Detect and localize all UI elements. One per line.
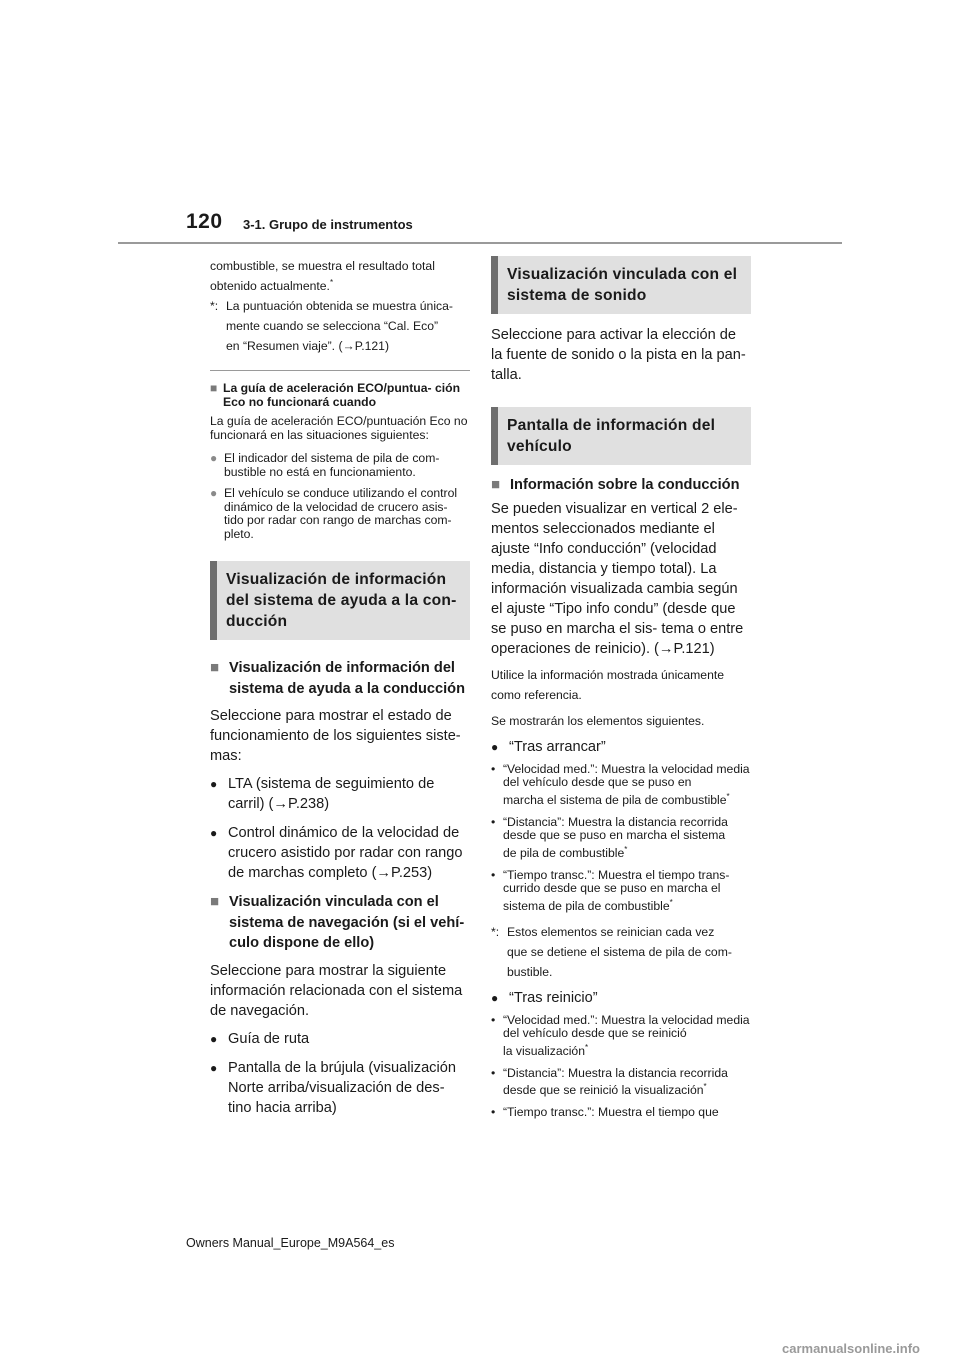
small-bullet-icon: • bbox=[491, 867, 496, 882]
small-bullet-icon: • bbox=[491, 1105, 496, 1119]
list-item bbox=[210, 1029, 470, 1049]
list-item-text: El indicador del sistema de pila de com- bustible no está en funcionamiento. bbox=[224, 451, 440, 479]
footnote-marker: * bbox=[584, 1042, 589, 1052]
footnote-marker: * bbox=[726, 791, 730, 801]
footnote-marker: * bbox=[669, 897, 673, 907]
list-item-text: “Tras arrancar” bbox=[509, 738, 606, 755]
driving-assist-heading bbox=[210, 658, 470, 699]
footnote-mark: *: bbox=[491, 924, 500, 939]
list-item-text: Guía de ruta bbox=[228, 1030, 310, 1047]
list-item-text: “Velocidad med.”: Muestra la velocidad media del vehículo desde que se reinició bbox=[503, 1012, 750, 1040]
footnote-mark: *: bbox=[210, 299, 219, 313]
list-item-text: “Distancia”: Muestra la distancia recorrida bbox=[503, 1065, 728, 1080]
list-item bbox=[491, 1014, 751, 1061]
list-item bbox=[491, 869, 751, 916]
footnote bbox=[210, 296, 470, 356]
document-id: Owners Manual_Europe_M9A564_es bbox=[186, 1236, 395, 1250]
continued-line-1: combustible, se muestra el resultado total bbox=[210, 259, 435, 273]
circle-bullet-icon: ● bbox=[210, 486, 218, 500]
list-item-text: Control dinámico de la velocidad de crucero asistido por radar con rango de marchas completo (→P.253) bbox=[228, 825, 463, 881]
footnote-line-2: mente cuando se selecciona “Cal. Eco” bbox=[226, 319, 439, 333]
circle-bullet-icon: ● bbox=[210, 451, 218, 465]
eco-guide-heading-text: La guía de aceleración ECO/puntua- ción Eco no funcionará cuando bbox=[223, 381, 461, 409]
footnote-marker: * bbox=[624, 844, 628, 854]
navigation-body: Seleccione para mostrar la siguiente información relacionada con el sistema de navegación. bbox=[210, 962, 463, 1019]
continued-text bbox=[210, 256, 470, 296]
list-item bbox=[210, 452, 470, 479]
continued-line-2: obtenido actualmente. bbox=[210, 279, 330, 293]
driving-assist-heading-text: Visualización de información del sistema de ayuda a la conducción bbox=[229, 660, 466, 697]
bullet-icon: ● bbox=[491, 990, 499, 1005]
list-item bbox=[210, 1058, 470, 1118]
footnote-line-1: Estos elementos se reinician cada vez bbox=[507, 924, 715, 939]
list-item-text: “Distancia”: Muestra la distancia recorrida desde que se puso en marcha el sistema bbox=[503, 814, 728, 842]
list-item-text: marcha el sistema de pila de combustible bbox=[503, 792, 727, 807]
footnote-line-1: La puntuación obtenida se muestra única- bbox=[226, 299, 453, 313]
list-item bbox=[491, 1106, 751, 1120]
section-box-vehicle-info: Pantalla de información del vehículo bbox=[491, 407, 751, 465]
list-item bbox=[210, 823, 470, 883]
section-box-sound-system: Visualización vinculada con el sistema de sonido bbox=[491, 256, 751, 314]
list-item bbox=[210, 487, 470, 541]
square-bullet-icon: ■ bbox=[210, 893, 220, 910]
footnote-line-3: en “Resumen viaje”. (→P.121) bbox=[226, 339, 390, 353]
section-divider bbox=[210, 370, 470, 371]
footnote bbox=[491, 922, 751, 982]
small-bullet-icon: • bbox=[491, 761, 496, 776]
square-bullet-icon: ■ bbox=[210, 659, 220, 676]
square-bullet-icon: ■ bbox=[491, 476, 501, 493]
page-number: 120 bbox=[186, 210, 223, 233]
driving-assist-body: Seleccione para mostrar el estado de funcionamiento de los siguientes siste- mas: bbox=[210, 708, 461, 764]
small-bullet-icon: • bbox=[491, 1012, 496, 1027]
list-item bbox=[210, 774, 470, 814]
navigation-heading bbox=[210, 892, 470, 954]
list-item bbox=[491, 737, 751, 757]
list-item-text: la visualización bbox=[503, 1043, 585, 1058]
bullet-icon: ● bbox=[210, 1031, 218, 1046]
square-bullet-icon: ■ bbox=[210, 381, 218, 395]
reference-note: Utilice la información mostrada únicamente como referencia. bbox=[491, 667, 725, 702]
right-column bbox=[491, 256, 751, 1126]
small-bullet-icon: • bbox=[491, 1065, 496, 1080]
small-bullet-icon: • bbox=[491, 814, 496, 829]
left-column bbox=[210, 256, 470, 1127]
items-intro: Se mostrarán los elementos siguientes. bbox=[491, 713, 705, 728]
list-item-text: sistema de pila de combustible bbox=[503, 898, 670, 913]
section-box-driving-assist: Visualización de información del sistema de ayuda a la con- ducción bbox=[210, 561, 470, 640]
bullet-icon: ● bbox=[210, 1060, 218, 1075]
list-item-text: desde que se reinició la visualización bbox=[503, 1083, 704, 1097]
eco-guide-body: La guía de aceleración ECO/puntuación Eco no funcionará en las situaciones siguientes: bbox=[210, 414, 468, 442]
watermark: carmanualsonline.info bbox=[782, 1341, 920, 1356]
sound-system-body: Seleccione para activar la elección de la fuente de sonido o la pista en la pan- talla. bbox=[491, 327, 746, 383]
bullet-icon: ● bbox=[210, 826, 218, 840]
footnote-marker: * bbox=[703, 1081, 707, 1091]
header-divider bbox=[118, 242, 842, 244]
driving-info-heading bbox=[491, 475, 751, 496]
list-item bbox=[491, 1067, 751, 1101]
list-item-text: Pantalla de la brújula (visualización Norte arriba/visualización de des- tino hacia arriba) bbox=[228, 1059, 456, 1116]
list-item bbox=[491, 816, 751, 863]
navigation-heading-text: Visualización vinculada con el sistema de navegación (si el vehí- culo dispone de ello) bbox=[229, 894, 465, 951]
list-item bbox=[491, 763, 751, 810]
section-title: 3-1. Grupo de instrumentos bbox=[243, 217, 413, 232]
eco-guide-heading bbox=[210, 381, 470, 409]
bullet-icon: ● bbox=[210, 777, 218, 791]
list-item-text: LTA (sistema de seguimiento de carril) (→P.238) bbox=[228, 776, 435, 812]
list-item-text: El vehículo se conduce utilizando el control dinámico de la velocidad de crucero asis- tido por radar con rango de marchas com- pleto. bbox=[224, 486, 458, 541]
list-item-text: “Tiempo transc.”: Muestra el tiempo trans- currido desde que se puso en marcha el bbox=[503, 867, 730, 895]
driving-info-heading-text: Información sobre la conducción bbox=[510, 477, 740, 493]
footnote-line-3: bustible. bbox=[507, 964, 553, 979]
list-item-text: “Tras reinicio” bbox=[509, 989, 598, 1006]
list-item-text: de pila de combustible bbox=[503, 845, 625, 860]
list-item-text: “Velocidad med.”: Muestra la velocidad media del vehículo desde que se puso en bbox=[503, 761, 750, 789]
list-item bbox=[491, 988, 751, 1008]
driving-info-body: Se pueden visualizar en vertical 2 ele- mentos seleccionados mediante el ajuste “Info conducción” (velocidad media, distancia y tiempo total). La información visualizada cambia según el ajuste “Tipo info condu” (desde que se puso en marcha el sis- tema o entre operaciones de reinicio). (→P.121) bbox=[491, 500, 744, 657]
footnote-line-2: que se detiene el sistema de pila de com- bbox=[507, 944, 732, 959]
list-item-text: “Tiempo transc.”: Muestra el tiempo que bbox=[503, 1105, 719, 1119]
bullet-icon: ● bbox=[491, 739, 499, 754]
footnote-marker: * bbox=[329, 277, 334, 287]
